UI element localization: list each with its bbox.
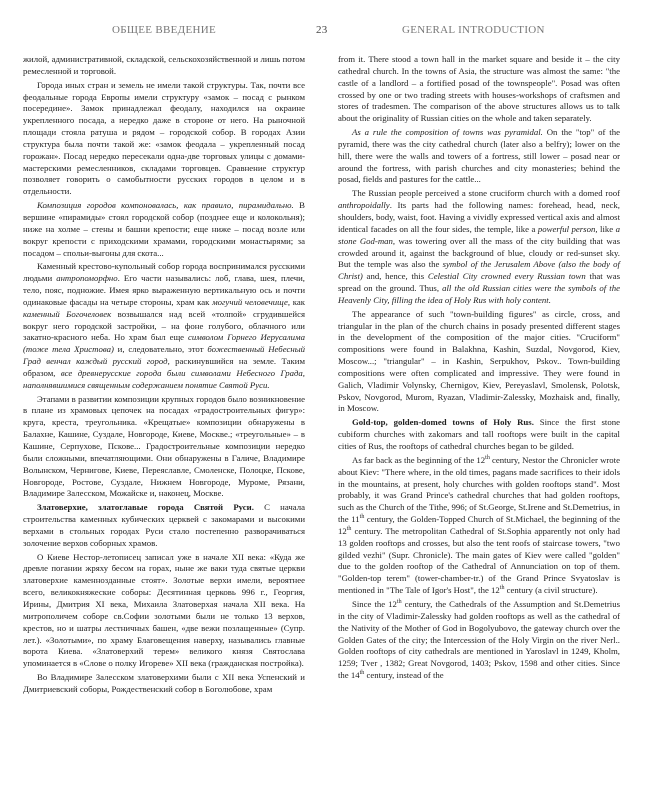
- section-heading: Gold-top, golden-domed towns of Holy Rus.: [352, 417, 534, 428]
- ordinal-suffix: th: [359, 514, 365, 521]
- emphasis: all the old Russian cities were the symbols of the Heavenly City, filling the idea of Holy Rus with holy content.: [338, 283, 620, 305]
- emphasis: a stone God-man: [338, 223, 621, 246]
- paragraph: As far back as the beginning of the 12th century, Nestor the Chronicler wrote about Kiev: "There where, in the old times, pagans made sacrifices to their idols in the mountains, at present, holy churches with golden rooftops stand". Most probably, it was Grand Prince's cathedral churches that had golden rooftops, such as the Church of the Tithe, 996; of St.George, St.Irene and St.Demetrius, in the 11th century, the Golden-Topped Church of St.Michael, the beginning of the 12th century. The metropolitan Cathedral of St.Sophia apparently not only had 13 golden rooftops and crosses, but also the tent roofs of staircase towers, "two gilded vezhi" (Supr. Chronicle). The main gates of Kiev were called "golden" due to the golden rooftop of the Cathedral of Annunciation on top of them. "Golden-top terem" (tower-chamber-tr.) of the Grand Prince Svyatoslav is mentioned in "The Tale of Igor's Host", the 12th century (a civil structure).: [338, 454, 621, 596]
- ordinal-suffix: th: [359, 670, 365, 677]
- emphasis: символом Горнего Иерусалима (тоже тела Христова): [23, 332, 305, 355]
- russian-text-column: [23, 54, 305, 696]
- emphasis: антропоморфно: [56, 273, 118, 284]
- paragraph: The appearance of such "town-building figures" as circle, cross, and triangular in the plan of the church chains in posady presented different stages in the development of the composition of the major cities. "Cruciform" compositions were found in Balakhna, Kashin, Suzdal, Novgorod, Kiev, Moscow...; "triangular" – in Kashin, Serpukhov, Pskov.. Town-building compositions were often complicated and impressive. They were found in Galich, Vladimir Volynsky, Chernigov, Kiev, Pereyaslavl, Smolensk, Polotsk, Pskov, Novgorod, Murom, Ryazan, Vladimir-Zalessky, Mozhaisk and, finally, in Moscow.: [338, 308, 620, 414]
- paragraph: The Russian people perceived a stone cruciform church with a domed roof anthropoidally. Its parts had the following names: forehead, head, neck, shoulders, body, waist, foot. Having a vividly expressed vertical axis and almost identical facades on all the four sides, the temple, like a powerful person, like a stone God-man, was towering over all the mass of the city building that was crowded around it, against the background of blue, cloudy or red-sunset sky. But the temple was also the symbol of the Jerusalem Above (also the body of Christ) and, hence, this Celestial City crowned every Russian town that was spread on the ground. Thus, all the old Russian cities were the symbols of the Heavenly City, filling the idea of Holy Rus with holy content.: [338, 188, 621, 305]
- emphasis: Celestial City crowned every Russian town: [427, 271, 586, 282]
- paragraph: As a rule the composition of towns was pyramidal. On the "top" of the pyramid, there was the city cathedral church (later also a belfry); lower on the hill, there were the walls and towers of a fortress, still lower – posad near or around the fortress, with parish churches and city monasteries; behind the posad, fields and pastures for the cattle...: [338, 127, 621, 185]
- section-heading: Златоверхие, златоглавые города Святой Руси.: [37, 502, 254, 513]
- paragraph: from it. There stood a town hall in the market square and beside it – the city cathedral church. In the towns of Asia, the structure was almost the same: "the castle of a landlord – a fortified posad of the townspeople". Posad was often crossed by one or two trading streets with houses-workshops of craftsmen and stores of tradesmen. The comparison of the above structures allows us to talk about the originality of Russian cities on the whole and taken separately.: [338, 54, 620, 124]
- paragraph: Города иных стран и земель не имели такой структуры. Так, почти все феодальные города Европы имели структуру «замок – посад с рынком посередине». Замок принадлежал феодалу, находился на окраине укрепленного посада, а нередко даже в стороне от него. На рыночной площади стояла ратуша и рядом – городской собор. В городах Азии структура была почти такой же: «замок феодала – укрепленный посад горожан». Посад нередко пересекали одна-две торговых улицы с домами-мастерскими ремесленников, складами торговцев. Сравнение структур позволяет говорить о самобытности русских городов в целом и в отдельности.: [23, 79, 305, 197]
- emphasis: symbol of the Jerusalem Above (also the body of Christ): [338, 259, 620, 282]
- paragraph: Since the 12th century, the Cathedrals of the Assumption and St.Demetrius in the city of Vladimir-Zalessky had golden rooftops as well as the cathedral of the Nativity of the Mother of God in Bogolyubovo, the gateway church over the Golden Gates of the city; the Intercession of the Holy Virgin on the river Nerl.. Golden rooftops of city cathedrals are mentioned in Yaroslavl in 1249, Kholm, 1259; Tver , 1382; Great Novgorod, 1403; Pskov, 1598 and other cities. Since the 14th century, instead of the: [338, 598, 620, 681]
- emphasis: anthropoidally: [338, 200, 390, 211]
- paragraph: Композиция городов компоновалась, как правило, пирамидально. В вершине «пирамиды» стоял городской собор (позднее еще и колокольня); ниже на холме – стены и башни крепости; еще ниже – посад возле или вокруг крепости с приходскими храмами, городскими монастырями; за посадом – спольи-выгоны для скота...: [23, 200, 305, 258]
- ordinal-suffix: th: [499, 585, 505, 592]
- paragraph: Каменный крестово-купольный собор города воспринимался русскими людьми антропоморфно. Его части назывались: лоб, глава, шея, плечи, тело, пояс, подножие. Имея ярко выраженную вертикальную ось и почти одинаковые фасады на четыре стороны, храм как могучий человечище, как каменный Богочеловек возвышался над всей «толпой» сгрудившейся вокруг него городской застройки, – на фоне голубого, облачного или закатно-красного неба. Но храм был еще символом Горнего Иерусалима (тоже тела Христова) и, следовательно, этот божественный Небесный Град венчал каждый русский город, раскинувшийся на земле. Таким образом, все древнерусские города были символами Небесного Града, наполнявшимися священным содержанием понятие Святой Руси.: [23, 261, 305, 390]
- paragraph: Этапами в развитии композиции крупных городов было возникновение в плане из храмовых цепочек на посадах «градостроительных фигур»: круга, креста, треугольника. «Крещатые» композиции обнаружены в Балахне, Кашине, Суздале, Новгороде, Киеве, Москве.; «треугольные» – в Кашине, Серпухове, Пскове... Градостроительные композиции нередко были сложными, впечатляющими. Они обнаружены в Галиче, Владимире Волынском, Чернигове, Киеве, Переяславле, Смоленске, Полоцке, Пскове, Новгороде, Ростове, Суздале, Нижнем Новгороде, Муроме, Рязани, Владимире Залесском, Можайске и, наконец, Москве.: [23, 393, 305, 499]
- paragraph: Златоверхие, златоглавые города Святой Руси. С начала строительства каменных кубических церквей с закомарами и высокими верхами в стольных городах Руси стало постепенно разворачиваться золочение верхов соборных храмов.: [23, 502, 305, 548]
- running-head-english: GENERAL INTRODUCTION: [402, 24, 545, 36]
- ordinal-suffix: th: [346, 526, 352, 532]
- paragraph: жилой, административной, складской, сельскохозяйственной и лишь потом ремесленной и торговой.: [23, 54, 305, 76]
- emphasis: божественный Небесный Град венчал каждый русский город: [23, 344, 305, 367]
- emphasis: powerful person: [537, 223, 596, 234]
- emphasis: As a rule the composition of towns was pyramidal.: [352, 127, 543, 138]
- paragraph: О Киеве Нестор-летописец записал уже в начале XII века: «Куда же древле погании жряху бесом на горах, ныне же ваки туда святые церкви златоверхие каменнозданные стоят». Золотые верхи имели, вероятнее всего, великокняжеские соборы: Десятинная церковь 996 г., Георгия, Ирины, Дмитрия XI века, Михаила Златоверхая начала XII века. На митрополичем соборе св.Софии золотыми были не только 13 верхов, крестов, но и шатры лестничных башен, «две вежи позлащенные» (Супр. лет.). «Золотыми», по храму Благовещения наверху, назывались главные ворота Киева. «Златоверхий терем» великого князя Святослава упоминается в «Слове о полку Игореве» XII века (гражданская постройка).: [23, 551, 305, 669]
- ordinal-suffix: th: [485, 454, 490, 461]
- page-number: 23: [316, 24, 328, 36]
- running-head-russian: ОБЩЕЕ ВВЕДЕНИЕ: [112, 24, 216, 36]
- emphasis: каменный Богочеловек: [23, 308, 112, 319]
- ordinal-suffix: th: [396, 599, 402, 606]
- paragraph: Gold-top, golden-domed towns of Holy Rus. Since the first stone cubiform churches with zakomars and tall rooftops were built in the capital cities of Rus, the rooftops of cathedral churches began to be gilded.: [338, 417, 620, 451]
- emphasis: Композиция городов компоновалась, как правило, пирамидально.: [37, 200, 294, 211]
- english-text-column: [338, 54, 620, 682]
- emphasis: все древнерусские города были символами Небесного Града, наполнявшимися священным содержанием понятие Святой Руси.: [23, 367, 305, 390]
- emphasis: могучий человечище: [212, 296, 288, 307]
- running-header: [0, 24, 646, 40]
- paragraph: Во Владимире Залесском златоверхими были с XII века Успенский и Дмитриевский соборы, Рождественский собор в Боголюбове, храм: [23, 672, 305, 694]
